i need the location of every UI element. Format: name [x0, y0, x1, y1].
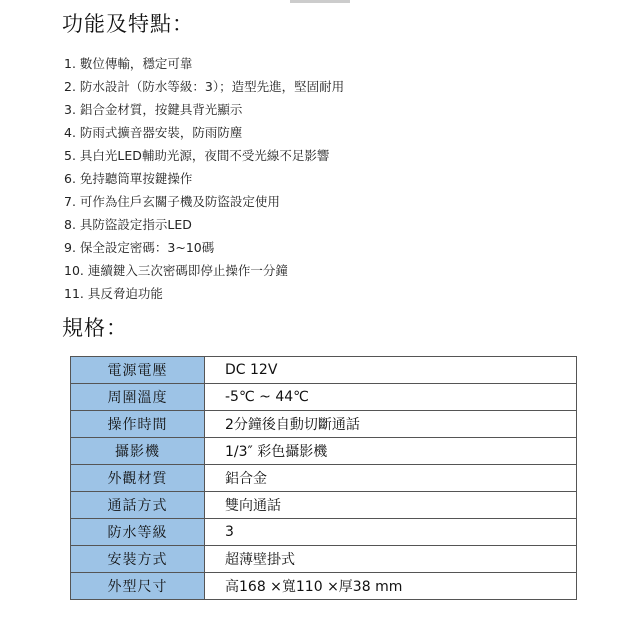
table-row: [71, 546, 577, 573]
table-row: [71, 465, 577, 492]
spec-table: [70, 356, 577, 600]
table-row: [71, 357, 577, 384]
features-title: 功能及特點：: [62, 12, 194, 36]
spec-label: 防水等級: [71, 519, 205, 546]
feature-list: [64, 52, 344, 305]
list-item: 3. 鋁合金材質，按鍵具背光顯示: [64, 102, 243, 117]
list-item: 9. 保全設定密碼：3~10碼: [64, 240, 215, 255]
spec-label: 外型尺寸: [71, 573, 205, 600]
list-item: 6. 免持聽筒單按鍵操作: [64, 171, 193, 186]
spec-label: 電源電壓: [71, 357, 205, 384]
top-divider: [290, 0, 350, 3]
table-row: [71, 519, 577, 546]
spec-label: 安裝方式: [71, 546, 205, 573]
spec-label: 攝影機: [71, 438, 205, 465]
table-row: [71, 384, 577, 411]
list-item: 1. 數位傳輸，穩定可靠: [64, 56, 193, 71]
list-item: 4. 防雨式擴音器安裝，防雨防塵: [64, 125, 243, 140]
table-row: [71, 411, 577, 438]
spec-value: -5℃ ~ 44℃: [205, 384, 577, 411]
list-item: 10. 連續鍵入三次密碼即停止操作一分鐘: [64, 263, 288, 278]
spec-value: 高168 ×寬110 ×厚38 mm: [205, 573, 577, 600]
table-row: [71, 438, 577, 465]
list-item: 8. 具防盜設定指示LED: [64, 217, 192, 232]
spec-label: 外觀材質: [71, 465, 205, 492]
spec-label: 通話方式: [71, 492, 205, 519]
spec-value: DC 12V: [205, 357, 577, 384]
table-row: [71, 492, 577, 519]
spec-label: 操作時間: [71, 411, 205, 438]
specs-title: 規格：: [62, 316, 128, 340]
table-row: [71, 573, 577, 600]
list-item: 7. 可作為住戶玄關子機及防盜設定使用: [64, 194, 280, 209]
spec-value: 2分鐘後自動切斷通話: [205, 411, 577, 438]
spec-value: 鋁合金: [205, 465, 577, 492]
spec-value: 雙向通話: [205, 492, 577, 519]
spec-label: 周圍溫度: [71, 384, 205, 411]
list-item: 2. 防水設計（防水等級：3）；造型先進，堅固耐用: [64, 79, 345, 94]
spec-value: 1/3″ 彩色攝影機: [205, 438, 577, 465]
spec-value: 超薄壁掛式: [205, 546, 577, 573]
list-item: 11. 具反脅迫功能: [64, 286, 163, 301]
list-item: 5. 具白光LED輔助光源，夜間不受光線不足影響: [64, 148, 330, 163]
spec-value: 3: [205, 519, 577, 546]
